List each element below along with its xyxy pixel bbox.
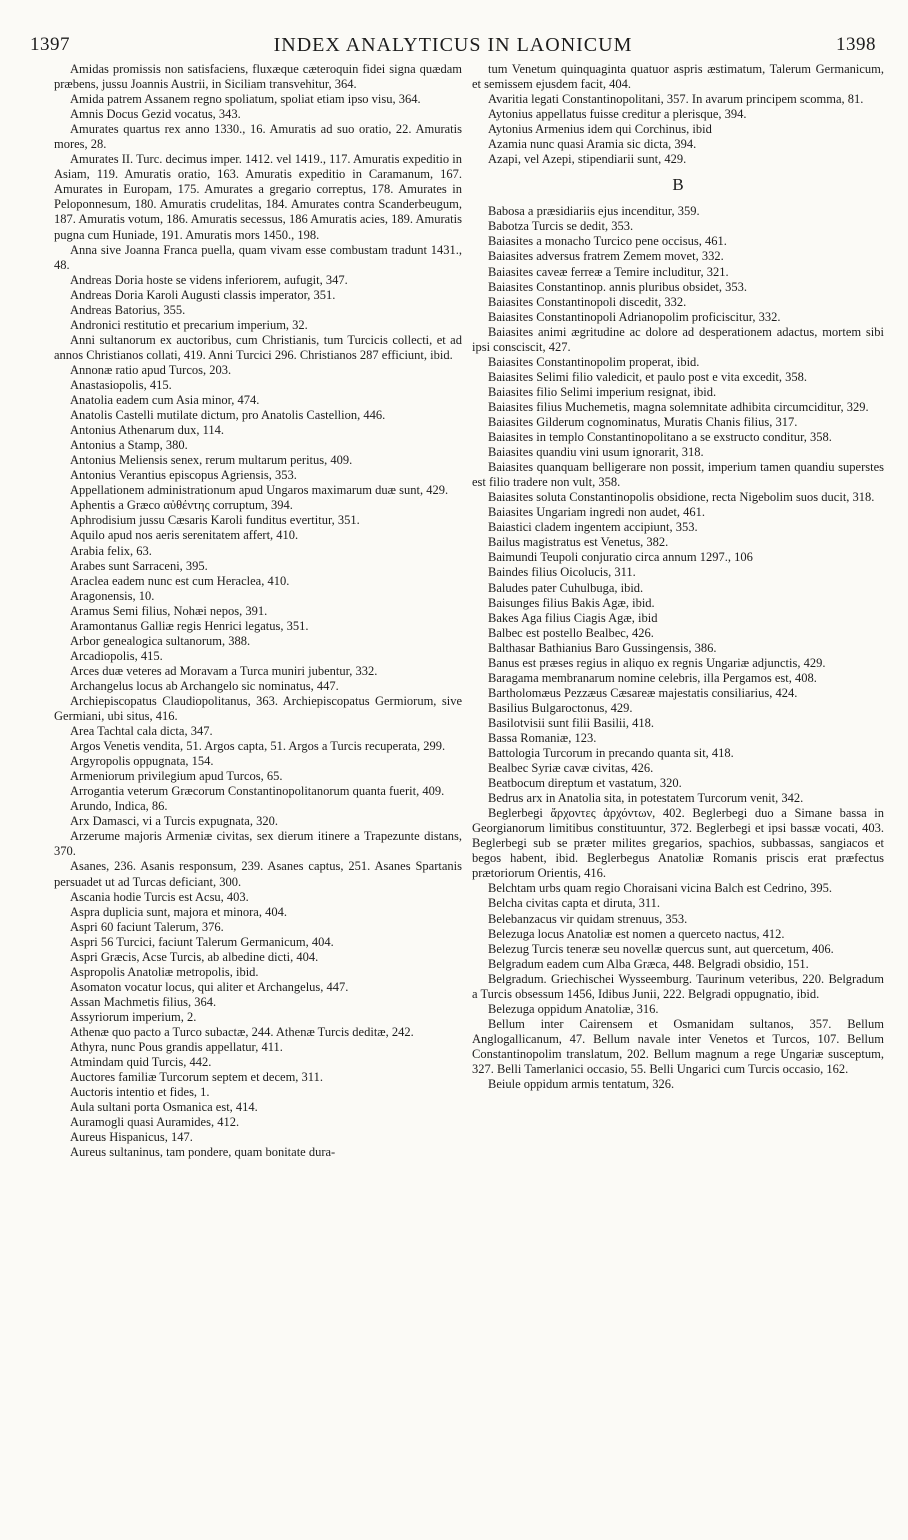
index-entry: Bartholomæus Pezzæus Cæsareæ majestatis consiliarius, 424. [488, 685, 798, 700]
index-entry: Appellationem administrationum apud Ungaros maximarum duæ sunt, 429. [70, 483, 449, 498]
index-entry: Antonius Verantius episcopus Agriensis, 353. [70, 468, 297, 483]
index-entry: Baiasites quanquam belligerare non possit, imperium tamen quandiu superstes est filio tradere non vult, 358. [472, 460, 884, 490]
index-entry: Baiasites filius Muchemetis, magna solemnitate adhibita circumciditur, 329. [488, 399, 869, 414]
index-entry: tum Venetum quinquaginta quatuor aspris æstimatum, Talerum Germanicum, et semissem ejusdem facit, 404. [472, 62, 884, 92]
index-entry: Anni sultanorum ex auctoribus, cum Christianis, tum Turcicis collecti, et ad annos Christianos collati, 419. Anni Turcici 296. Christianos 287 efficiunt, ibid. [54, 332, 462, 362]
index-entry: Antonius Meliensis senex, rerum multarum peritus, 409. [70, 453, 353, 468]
index-entry: Andreas Doria Karoli Augusti classis imperator, 351. [70, 287, 336, 302]
index-entry: Anna sive Joanna Franca puella, quam vivam esse combustam tradunt 1431., 48. [54, 242, 462, 272]
index-entry: Bassa Romaniæ, 123. [488, 730, 597, 745]
index-entry: Baiasites Ungariam ingredi non audet, 461. [488, 505, 705, 520]
index-entry: Assyriorum imperium, 2. [70, 1009, 197, 1024]
index-entry: Aramontanus Galliæ regis Henrici legatus, 351. [70, 618, 309, 633]
index-entry: Baiasites a monacho Turcico pene occisus, 461. [488, 234, 727, 249]
index-entry: Amidas promissis non satisfaciens, fluxæque cæteroquin fidei signa quædam præbens, jussu Joannis Austrii, in Siciliam transvehitur, 364. [54, 62, 462, 92]
index-entry: Baimundi Teupoli conjuratio circa annum 1297., 106 [488, 550, 753, 565]
index-entry: Antonius a Stamp, 380. [70, 438, 188, 453]
section-letter: B [672, 175, 684, 195]
index-entry: Baiasites adversus fratrem Zemem movet, 332. [488, 249, 724, 264]
index-entry: Aphentis a Græco αὐθέντης corruptum, 394. [70, 498, 293, 513]
index-entry: Aureus sultaninus, tam pondere, quam bonitate dura- [70, 1145, 336, 1160]
index-entry: Baiasites Constantinopolim properat, ibid. [488, 354, 700, 369]
index-entry: Araclea eadem nunc est cum Heraclea, 410. [70, 573, 290, 588]
index-entry: Argyropolis oppugnata, 154. [70, 754, 214, 769]
index-entry: Azapi, vel Azepi, stipendiarii sunt, 429. [488, 152, 687, 167]
index-entry: Belezuga locus Anatoliæ est nomen a querceto nactus, 412. [488, 926, 785, 941]
index-entry: Beglerbegi ἄρχοντες ἀρχόντων, 402. Beglerbegi duo a Simane bassa in Georgianorum limitibus constituuntur, 372. Beglerbegi et ipsi bassæ vocati, 403. Beglerbegi sub se præter milites gregarios, spachios, subbassas, sangiacos et begos habent, ibid. Beglerbegus Anatoliæ Romanis priscis erat præfectus prætoriorum Orientis, 416. [472, 806, 884, 881]
index-entry: Area Tachtal cala dicta, 347. [70, 724, 213, 739]
index-entry: Baiasites Constantinopoli Adrianopolim proficiscitur, 332. [488, 309, 781, 324]
index-entry: Baiasites in templo Constantinopolitano a se exstructo conditur, 358. [488, 430, 832, 445]
index-entry: Asomaton vocatur locus, qui aliter et Archangelus, 447. [70, 979, 349, 994]
index-entry: Battologia Turcorum in precando quanta sit, 418. [488, 746, 734, 761]
index-entry: Arzerume majoris Armeniæ civitas, sex dierum itinere a Trapezunte distans, 370. [54, 829, 462, 859]
index-entry: Bedrus arx in Anatolia sita, in potestatem Turcorum venit, 342. [488, 791, 804, 806]
index-entry: Athenæ quo pacto a Turco subactæ, 244. Athenæ Turcis deditæ, 242. [70, 1025, 414, 1039]
index-entry: Auctores familiæ Turcorum septem et decem, 311. [70, 1070, 323, 1085]
index-entry: Athyra, nunc Pous grandis appellatur, 411. [70, 1040, 283, 1055]
index-entry: Baiasites soluta Constantinopolis obsidione, recta Nigebolim suos ducit, 318. [488, 490, 875, 505]
index-entry: Baludes pater Cuhulbuga, ibid. [488, 580, 644, 595]
index-entry: Aytonius appellatus fuisse creditur a plerisque, 394. [488, 107, 747, 122]
index-entry: Arabia felix, 63. [70, 543, 152, 558]
index-entry: Armeniorum privilegium apud Turcos, 65. [70, 769, 283, 784]
index-entry: Auramogli quasi Auramides, 412. [70, 1115, 240, 1130]
index-entry: Arx Damasci, vi a Turcis expugnata, 320. [70, 814, 278, 829]
index-entry: Baiasites caveæ ferreæ a Temire includitur, 321. [488, 264, 729, 279]
index-entry: Bealbec Syriæ cavæ civitas, 426. [488, 761, 654, 776]
index-entry: Anatolia eadem cum Asia minor, 474. [70, 393, 260, 408]
index-entry: Aragonensis, 10. [70, 588, 155, 603]
index-entry: Antonius Athenarum dux, 114. [70, 423, 225, 438]
index-entry: Aramus Semi filius, Nohæi nepos, 391. [70, 603, 268, 618]
index-entry: Arrogantia veterum Græcorum Constantinopolitanorum quanta fuerit, 409. [70, 784, 445, 799]
index-entry: Belezug Turcis teneræ seu novellæ quercus sunt, aut quercetum, 406. [488, 941, 834, 956]
index-entry: Aula sultani porta Osmanica est, 414. [70, 1100, 258, 1115]
right-column-continuation [472, 62, 884, 167]
index-entry: Bakes Aga filius Ciagis Agæ, ibid [488, 610, 658, 625]
index-entry: Aspra duplicia sunt, majora et minora, 404. [70, 904, 287, 919]
page-header [30, 34, 876, 64]
page-number-right: 1398 [836, 34, 876, 55]
index-entry: Basilotvisii sunt filii Basilii, 418. [488, 715, 654, 730]
index-entry: Archangelus locus ab Archangelo sic nominatus, 447. [70, 678, 339, 693]
index-entry: Andreas Batorius, 355. [70, 302, 186, 317]
index-entry: Arabes sunt Sarraceni, 395. [70, 558, 208, 573]
index-entry: Baiasites Gilderum cognominatus, Muratis Chanis filius, 317. [488, 414, 798, 429]
index-entry: Azamia nunc quasi Aramia sic dicta, 394. [488, 137, 697, 152]
section-b-entries [472, 204, 884, 1092]
index-entry: Aureus Hispanicus, 147. [70, 1130, 193, 1145]
index-entry: Baiasites quandiu vini usum ignorarit, 318. [488, 445, 704, 460]
index-entry: Babosa a præsidiariis ejus incenditur, 359. [488, 204, 700, 219]
index-entry: Archiepiscopatus Claudiopolitanus, 363. Archiepiscopatus Germiorum, sive Germiani, ubi situs, 416. [54, 693, 462, 724]
index-entry: Belebanzacus vir quidam strenuus, 353. [488, 911, 688, 926]
index-entry: Atmindam quid Turcis, 442. [70, 1055, 212, 1070]
index-entry: Andreas Doria hoste se videns inferiorem, aufugit, 347. [70, 272, 348, 287]
index-entry: Andronici restitutio et precarium imperium, 32. [70, 317, 308, 332]
index-entry: Baiasites animi ægritudine ac dolore ad desperationem adactus, mortem sibi ipsi consciscit, 427. [472, 324, 884, 354]
index-entry: Arbor genealogica sultanorum, 388. [70, 633, 251, 648]
index-entry: Baragama membranarum nomine celebris, illa Pergamos est, 408. [488, 670, 817, 685]
page-number-left: 1397 [30, 34, 70, 55]
index-entry: Bailus magistratus est Venetus, 382. [488, 535, 669, 550]
index-entry: Ascania hodie Turcis est Acsu, 403. [70, 889, 249, 904]
index-entry: Annonæ ratio apud Turcos, 203. [70, 362, 232, 377]
index-entry: Baiasites filio Selimi imperium resignat, ibid. [488, 384, 717, 399]
index-entry: Baiasites Constantinop. annis pluribus obsidet, 353. [488, 279, 748, 294]
index-entry: Aspri 56 Turcici, faciunt Talerum Germanicum, 404. [70, 934, 334, 949]
index-entry: Belgradum. Griechischei Wysseemburg. Taurinum veteribus, 220. Belgradum a Turcis obsessum 1456, Idibus Junii, 222. Belgradi oppugnatio, ibid. [472, 971, 884, 1001]
index-entry: Amurates quartus rex anno 1330., 16. Amuratis ad suo oratio, 22. Amuratis mores, 28. [54, 122, 462, 152]
index-entry: Aphrodisium jussu Cæsaris Karoli funditus evertitur, 351. [70, 513, 360, 528]
index-entry: Bellum inter Cairensem et Osmanidam sultanos, 357. Bellum Anglogallicanum, 47. Bellum navale inter Venetos et Turcos, 107. Bellum Constantinopolim translatum, 202. Bellum magnum a rege Ungariæ susceptum, 327. Belli Tamerlanici occasio, 55. Belli Ungarici cum Turcis occasio, 162. [472, 1016, 884, 1076]
index-entry: Babotza Turcis se dedit, 353. [488, 219, 634, 234]
index-entry: Beatbocum direptum et vastatum, 320. [488, 776, 682, 791]
index-entry: Anatolis Castelli mutilate dictum, pro Anatolis Castellion, 446. [70, 408, 386, 423]
index-entry: Amida patrem Assanem regno spoliatum, spoliat etiam ipso visu, 364. [70, 92, 421, 107]
page-title: INDEX ANALYTICUS IN LAONICUM [273, 34, 633, 56]
index-entry: Aytonius Armenius idem qui Corchinus, ibid [488, 122, 712, 137]
index-entry: Banus est præses regius in aliquo ex regnis Ungariæ adjunctis, 429. [488, 655, 826, 670]
index-entry: Balthasar Bathianius Baro Gussingensis, 386. [488, 640, 717, 655]
index-entry: Auctoris intentio et fides, 1. [70, 1085, 210, 1100]
index-entry: Asanes, 236. Asanis responsum, 239. Asanes captus, 251. Asanes Spartanis persuadet ut ad Turcas deficiant, 300. [54, 859, 462, 889]
index-entry: Balbec est postello Bealbec, 426. [488, 625, 654, 640]
index-entry: Assan Machmetis filius, 364. [70, 994, 217, 1009]
index-entry: Amnis Docus Gezid vocatus, 343. [70, 107, 241, 122]
index-entry: Basilius Bulgaroctonus, 429. [488, 700, 633, 715]
index-entry: Aquilo apud nos aeris serenitatem affert, 410. [70, 528, 299, 543]
index-entry: Beiule oppidum armis tentatum, 326. [488, 1077, 675, 1092]
index-entry: Belgradum eadem cum Alba Græca, 448. Belgradi obsidio, 151. [488, 956, 809, 971]
index-entry: Arundo, Indica, 86. [70, 799, 168, 814]
left-column [54, 62, 462, 1160]
index-entry: Baindes filius Oicolucis, 311. [488, 565, 636, 580]
index-entry: Anastasiopolis, 415. [70, 377, 172, 392]
index-entry: Belchtam urbs quam regio Choraisani vicina Balch est Cedrino, 395. [488, 881, 833, 896]
index-entry: Belcha civitas capta et diruta, 311. [488, 896, 661, 911]
index-entry: Baiastici cladem ingentem accipiunt, 353. [488, 520, 698, 535]
right-column [472, 62, 884, 1092]
index-entry: Arcadiopolis, 415. [70, 648, 163, 663]
index-entry: Baiasites Constantinopoli discedit, 332. [488, 294, 687, 309]
index-entry: Avaritia legati Constantinopolitani, 357. In avarum principem scomma, 81. [488, 92, 864, 107]
index-entry: Belezuga oppidum Anatoliæ, 316. [488, 1001, 659, 1016]
index-entry: Baiasites Selimi filio valedicit, et paulo post e vita excedit, 358. [488, 369, 808, 384]
index-entry: Aspropolis Anatoliæ metropolis, ibid. [70, 964, 259, 979]
index-entry: Aspri Græcis, Acse Turcis, ab albedine dicti, 404. [70, 949, 319, 964]
index-entry: Aspri 60 faciunt Talerum, 376. [70, 919, 224, 934]
index-entry: Arces duæ veteres ad Moravam a Turca muniri jubentur, 332. [70, 663, 378, 678]
index-entry: Argos Venetis vendita, 51. Argos capta, 51. Argos a Turcis recuperata, 299. [70, 739, 446, 754]
index-entry: Baisunges filius Bakis Agæ, ibid. [488, 595, 655, 610]
index-entry: Amurates II. Turc. decimus imper. 1412. vel 1419., 117. Amuratis expeditio in Asiam, 119. Amuratis oratio, 163. Amuratis expeditio in Caramanum, 167. Amurates in Europam, 175. Amurates a gregario correptus, 178. Amurates in Peloponnesum, 180. Amuratis crudelitas, 184. Amurates contra Scanderbeugum, 187. Amuratis votum, 186. Amuratis secessus, 186 Amuratis acies, 189. Amuratis pugna cum Huniade, 191. Amuratis mors 1450., 198. [54, 152, 462, 242]
